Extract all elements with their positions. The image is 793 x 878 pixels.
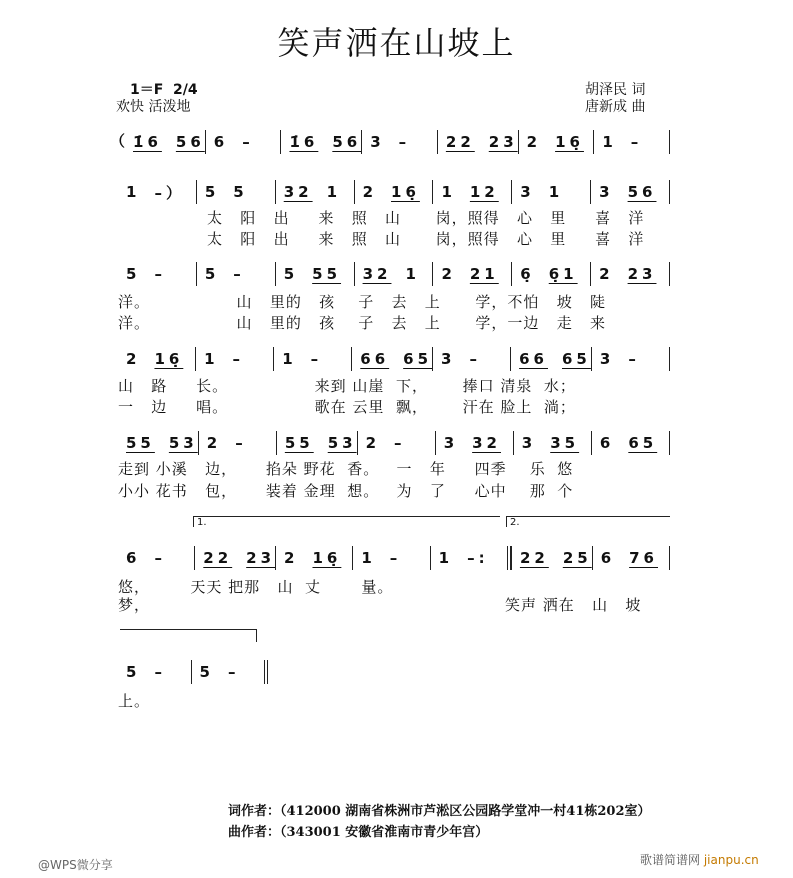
beat: 3	[520, 183, 535, 201]
beat: 12	[469, 183, 499, 201]
lyrics-verse-1: 洋。 山 里的 孩 子 去 上 学，不怕 坡 陡	[118, 293, 607, 311]
lyrics-verse-2: 梦，	[118, 596, 151, 614]
lyrics-verse-1: 太 阳 出 来 照 山 岗，照得 心 里 喜 洋	[207, 209, 645, 227]
beat: 1̇6	[133, 133, 162, 151]
beat: 3	[441, 350, 456, 368]
beat: 1	[126, 183, 141, 201]
beat: –）	[154, 183, 185, 202]
tempo-marking: 欢快 活泼地	[116, 99, 191, 115]
beat: 1	[548, 183, 564, 201]
beat: 5	[204, 265, 220, 283]
beat: 65	[403, 350, 433, 368]
beat: 5	[283, 265, 299, 283]
notation-line	[118, 431, 670, 455]
measure	[510, 347, 591, 371]
measure	[511, 180, 590, 204]
lyrics-verse-2: 洋。 山 里的 孩 子 去 上 学，一边 走 来	[118, 314, 607, 332]
measure	[351, 347, 432, 371]
beat: 32	[472, 434, 501, 452]
measure	[118, 431, 198, 455]
notation-line	[110, 130, 670, 154]
notation-line	[118, 347, 670, 371]
measure	[275, 180, 354, 204]
beat: –	[394, 434, 406, 452]
site-url: jianpu.cn	[703, 853, 759, 867]
beat: 3	[599, 183, 614, 201]
measure	[511, 262, 590, 286]
beat: 2	[526, 133, 542, 151]
beat: 2	[441, 265, 456, 283]
site-name: 歌谱简谱网	[640, 853, 701, 867]
beat: 6	[599, 434, 615, 452]
lyrics-verse-1: 山 路 长。 来到 山崖 下， 捧口 清泉 水；	[118, 377, 576, 395]
measure	[118, 347, 195, 371]
beat: 1	[361, 549, 376, 567]
measure	[275, 546, 352, 570]
measure	[354, 180, 433, 204]
lyrics-verse-2: 一 边 唱。 歌在 云里 飘， 汗在 脸上 淌；	[118, 398, 576, 416]
measure	[118, 546, 194, 570]
beat: 2	[206, 434, 222, 452]
lyricist-credit: 胡泽民 词	[585, 82, 646, 98]
song-title: 笑声洒在山坡上	[277, 24, 516, 62]
lyrics-verse-1: 走到 小溪 边， 掐朵 野花 香。 一 年 四季 乐 悠	[118, 460, 574, 478]
beat: 23	[246, 549, 276, 567]
measure	[194, 546, 275, 570]
beat: –	[628, 350, 640, 368]
beat: 1	[405, 265, 420, 283]
measure	[352, 546, 429, 570]
beat: 6̣1	[548, 265, 578, 283]
beat: –	[154, 549, 166, 567]
measure	[191, 660, 269, 684]
lyrics-verse-2: 太 阳 出 来 照 山 岗，照得 心 里 喜 洋	[207, 230, 645, 248]
beat: 56	[332, 133, 362, 151]
beat: 5	[204, 183, 220, 201]
beat: 76	[629, 549, 658, 567]
lyrics-verse-1: 上。	[118, 692, 151, 710]
beat: 65	[628, 434, 658, 452]
beat: 2	[365, 434, 381, 452]
measure	[590, 262, 670, 286]
lyricist-address: 词作者：（412000 湖南省株洲市芦淞区公园路学堂冲一村41栋202室）	[228, 804, 651, 819]
lyrics-verse-2: 小小 花书 包， 装着 金理 想。 为 了 心中 那 个	[118, 482, 574, 500]
site-watermark	[640, 851, 759, 868]
measure	[125, 130, 205, 154]
beat: 2	[284, 549, 299, 567]
open-paren: （	[110, 132, 126, 150]
beat: 25	[562, 549, 592, 567]
beat: –	[235, 434, 247, 452]
beat: 3	[599, 350, 615, 368]
beat: 3	[521, 434, 537, 452]
measure	[357, 431, 435, 455]
beat: 65	[562, 350, 591, 368]
beat: 56	[175, 133, 205, 151]
notation-line	[118, 546, 670, 570]
measure	[205, 130, 281, 154]
volta-continuation	[120, 629, 257, 642]
beat: 6	[126, 549, 141, 567]
beat: 16̣	[312, 549, 342, 567]
beat: 6̣	[520, 265, 535, 283]
beat: 16̣	[555, 133, 584, 151]
volta-first-ending: 1.	[193, 516, 500, 527]
beat: –	[242, 133, 254, 151]
measure	[430, 546, 511, 570]
beat: 1	[204, 350, 219, 368]
beat: –	[154, 265, 166, 283]
wps-watermark: @WPS微分享	[38, 858, 113, 872]
beat: 55	[126, 434, 155, 452]
beat: 16̣	[154, 350, 184, 368]
beat: –	[232, 350, 245, 368]
beat: 6	[213, 133, 229, 151]
beat: 22	[519, 549, 549, 567]
measure	[432, 180, 511, 204]
beat: 1	[326, 183, 342, 201]
lyrics-verse-1: 悠， 天天 把那 山 丈 量。	[118, 578, 394, 596]
beat: 53	[327, 434, 357, 452]
beat: 1̇6	[289, 133, 319, 151]
beat: –	[630, 133, 643, 151]
notation-line	[118, 660, 268, 684]
measure	[198, 431, 276, 455]
measure	[118, 262, 196, 286]
beat: –	[398, 133, 411, 151]
measure	[195, 347, 273, 371]
measure	[591, 431, 670, 455]
beat: 55	[284, 434, 314, 452]
measure	[590, 180, 670, 204]
measure	[437, 130, 518, 154]
measure	[275, 262, 354, 286]
measure	[511, 546, 592, 570]
beat: 56	[627, 183, 657, 201]
beat: 53	[168, 434, 198, 452]
measure	[432, 347, 510, 371]
measure	[435, 431, 513, 455]
composer-credit: 唐新成 曲	[585, 99, 646, 115]
beat: 3	[443, 434, 459, 452]
beat: 35	[550, 434, 580, 452]
measure	[196, 180, 275, 204]
beat: –	[310, 350, 323, 368]
beat: 22	[203, 549, 233, 567]
second-ending-lyrics: 笑声 洒在 山 坡	[505, 596, 642, 614]
beat: –	[227, 663, 240, 681]
beat: 6	[600, 549, 616, 567]
beat: –:	[467, 549, 489, 567]
composer-address: 曲作者：（343001 安徽省淮南市青少年宫）	[228, 825, 489, 840]
beat: 1	[602, 133, 617, 151]
measure	[361, 130, 437, 154]
beat: 23	[488, 133, 518, 151]
beat: 16̣	[391, 183, 420, 201]
beat: –	[154, 663, 166, 681]
measure	[354, 262, 433, 286]
beat: 66	[519, 350, 548, 368]
beat: 1	[441, 183, 456, 201]
beat: 3	[370, 133, 385, 151]
measure	[118, 660, 191, 684]
beat: –	[389, 549, 402, 567]
beat: 21	[469, 265, 499, 283]
measure	[276, 431, 357, 455]
measure	[196, 262, 275, 286]
beat: 2	[599, 265, 614, 283]
measure	[432, 262, 511, 286]
notation-line	[118, 262, 670, 286]
beat: 2	[362, 183, 378, 201]
beat: 55	[312, 265, 342, 283]
volta-second-ending: 2.	[506, 516, 670, 527]
beat: 32	[283, 183, 313, 201]
beat: 5	[126, 265, 141, 283]
measure	[118, 180, 196, 204]
beat: 5	[126, 663, 141, 681]
beat: 1	[282, 350, 297, 368]
measure	[593, 130, 670, 154]
measure	[513, 431, 591, 455]
beat: –	[233, 265, 245, 283]
beat: 5	[233, 183, 248, 201]
measure	[518, 130, 594, 154]
measure	[591, 347, 670, 371]
beat: 23	[627, 265, 657, 283]
notation-line	[118, 180, 670, 204]
key-signature: 1＝F 2/4	[130, 82, 198, 98]
beat: 5	[199, 663, 214, 681]
beat: –	[469, 350, 481, 368]
beat: 22	[445, 133, 475, 151]
measure	[273, 347, 351, 371]
measure	[592, 546, 670, 570]
beat: 66	[360, 350, 390, 368]
beat: 1	[438, 549, 454, 567]
beat: 2	[126, 350, 141, 368]
beat: 32	[362, 265, 392, 283]
measure	[280, 130, 361, 154]
